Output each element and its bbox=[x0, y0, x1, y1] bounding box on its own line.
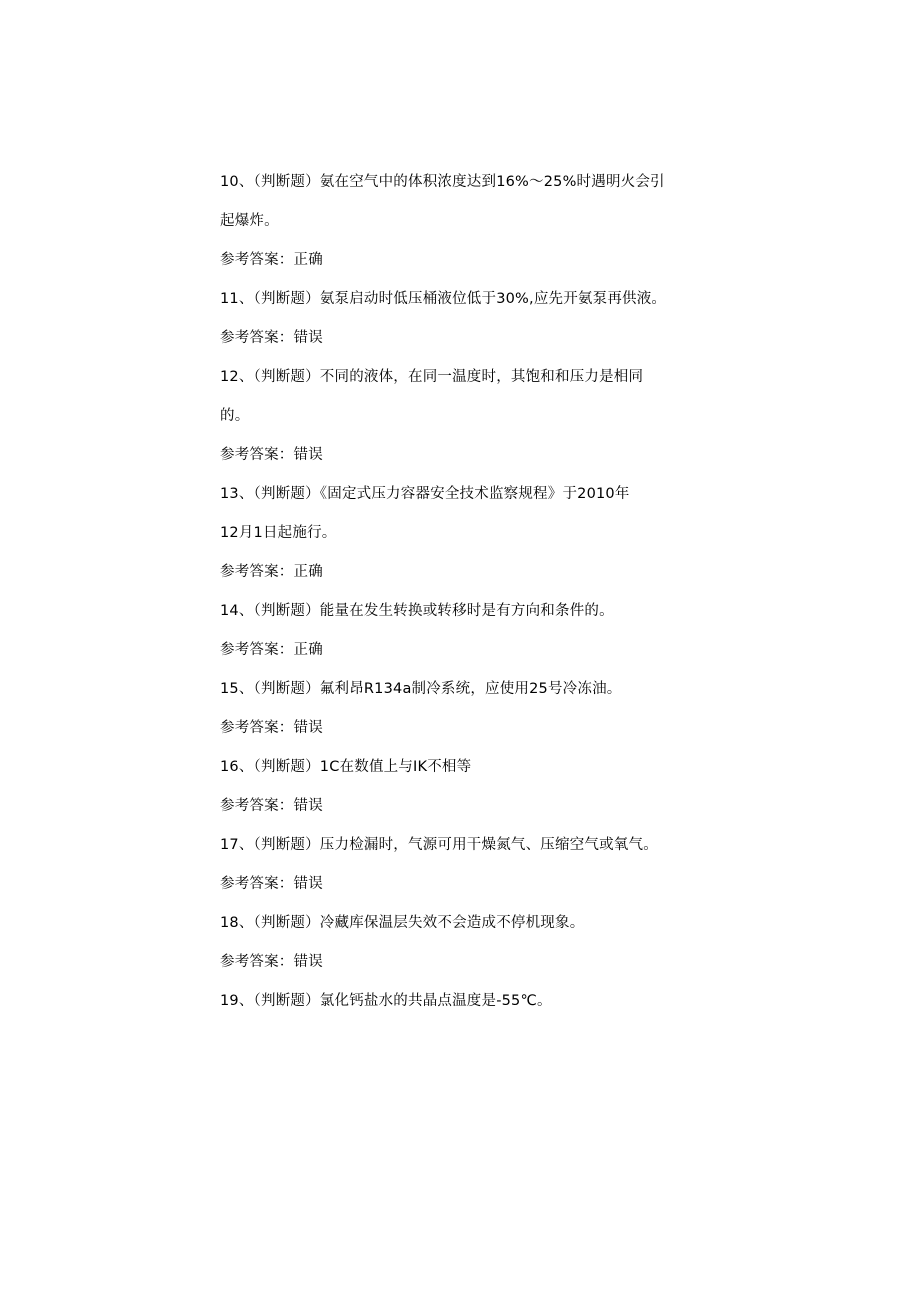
question-19-text: 19、（判断题）氯化钙盐水的共晶点温度是-55℃。 bbox=[220, 993, 552, 1009]
answer-11: 参考答案：错误 bbox=[220, 330, 323, 346]
answer-18: 参考答案：错误 bbox=[220, 954, 323, 970]
question-10-text-line-2: 起爆炸。 bbox=[220, 213, 279, 229]
answer-10: 参考答案：正确 bbox=[220, 252, 323, 268]
question-18-text: 18、（判断题）冷藏库保温层失效不会造成不停机现象。 bbox=[220, 915, 585, 931]
question-14-text: 14、（判断题）能量在发生转换或转移时是有方向和条件的。 bbox=[220, 603, 614, 619]
question-15-text: 15、（判断题）氟利昂R134a制冷系统，应使用25号冷冻油。 bbox=[220, 681, 622, 697]
question-11-text: 11、（判断题）氨泵启动时低压桶液位低于30%,应先开氨泵再供液。 bbox=[220, 291, 667, 307]
question-17-text: 17、（判断题）压力检漏时，气源可用干燥氮气、压缩空气或氧气。 bbox=[220, 837, 658, 853]
question-12-text-line-1: 12、（判断题）不同的液体，在同一温度时，其饱和和压力是相同 bbox=[220, 369, 644, 385]
answer-14: 参考答案：正确 bbox=[220, 642, 323, 658]
answer-16: 参考答案：错误 bbox=[220, 798, 323, 814]
answer-12: 参考答案：错误 bbox=[220, 447, 323, 463]
question-12-text-line-2: 的。 bbox=[220, 408, 250, 424]
answer-17: 参考答案：错误 bbox=[220, 876, 323, 892]
question-10-text-line-1: 10、（判断题）氨在空气中的体积浓度达到16%～25%时遇明火会引 bbox=[220, 174, 665, 190]
answer-15: 参考答案：错误 bbox=[220, 720, 323, 736]
question-list bbox=[220, 163, 700, 1021]
question-16-text: 16、（判断题）1C在数值上与IK不相等 bbox=[220, 759, 472, 775]
question-13-text-line-2: 12月1日起施行。 bbox=[220, 525, 337, 541]
answer-13: 参考答案：正确 bbox=[220, 564, 323, 580]
question-13-text-line-1: 13、（判断题）《固定式压力容器安全技术监察规程》于2010年 bbox=[220, 486, 630, 502]
